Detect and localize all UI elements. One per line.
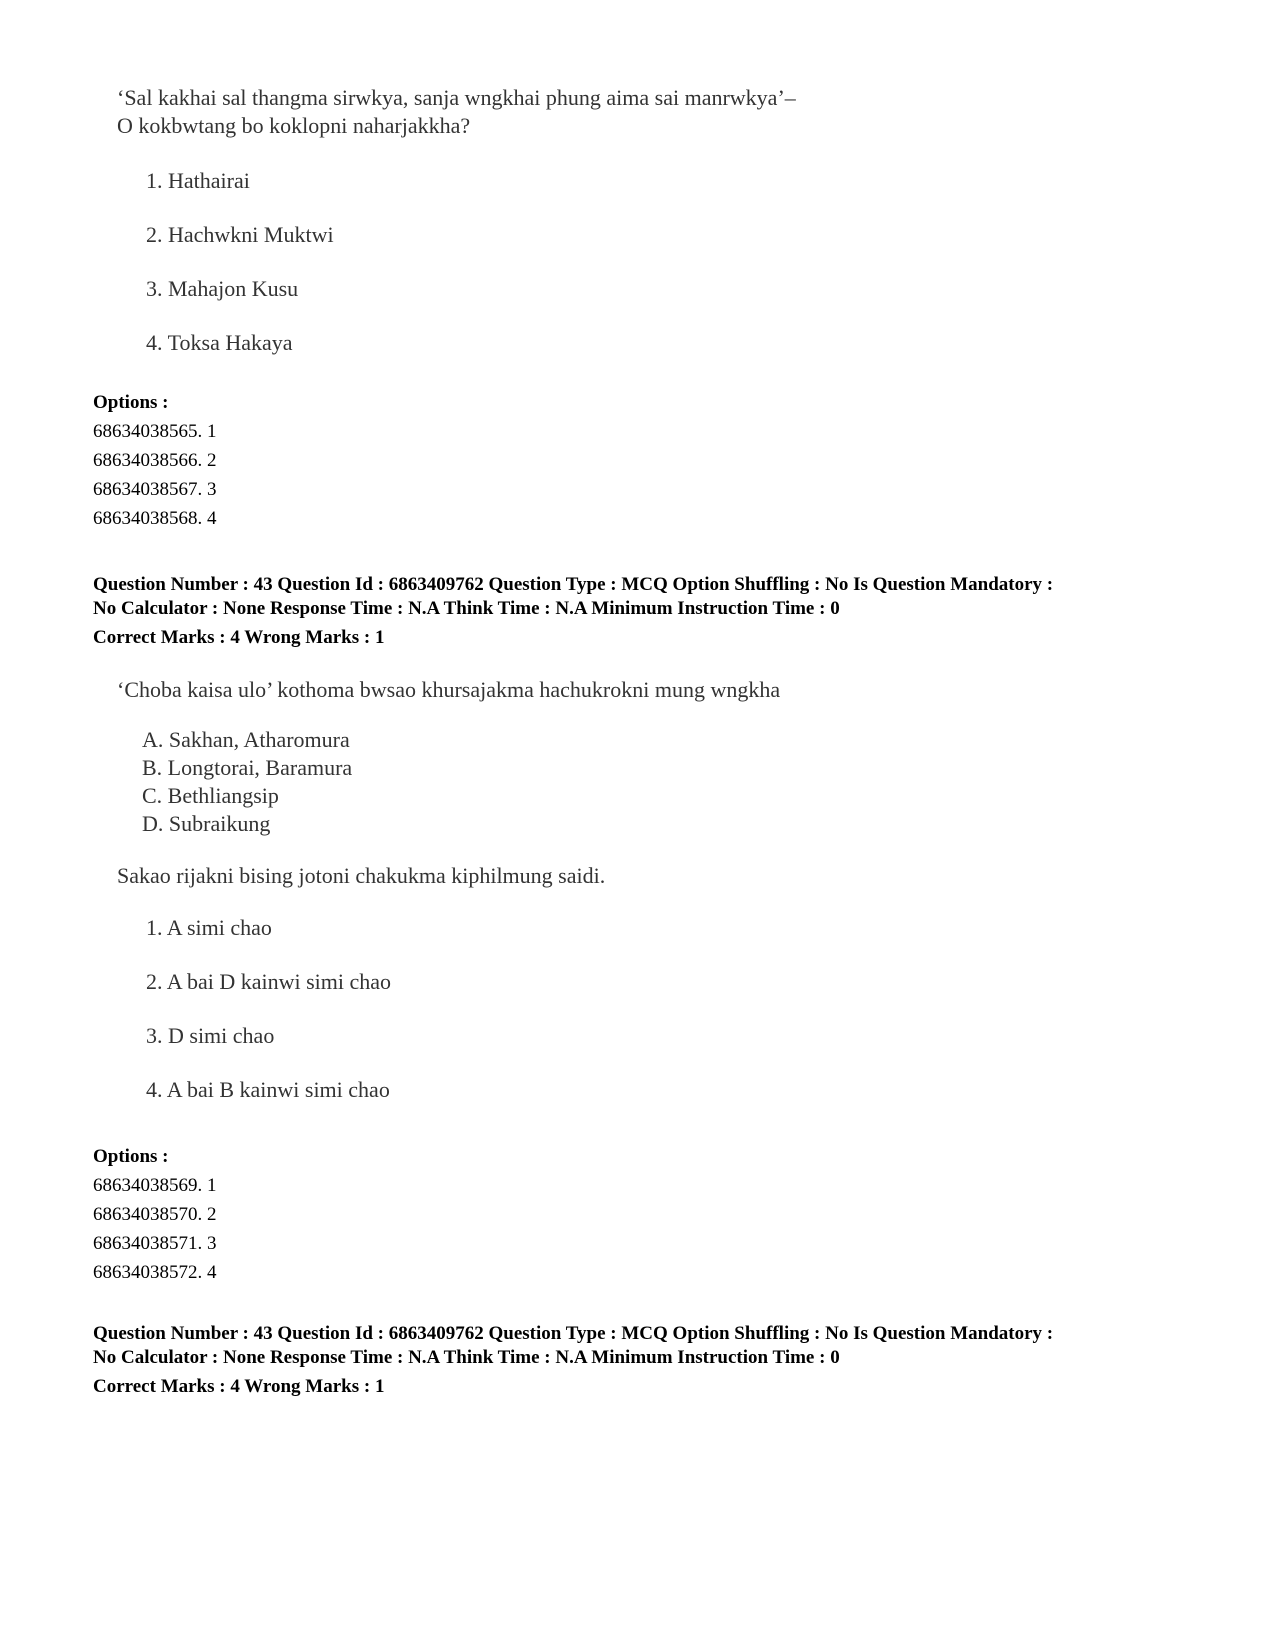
question-marks: Correct Marks : 4 Wrong Marks : 1 xyxy=(93,1376,385,1397)
question-1-options xyxy=(93,388,217,533)
option-item: 68634038567. 3 xyxy=(93,479,217,500)
question-1-stem-line-2: O kokbwtang bo koklopni naharjakkha? xyxy=(117,113,471,138)
question-2-item-b: B. Longtorai, Baramura xyxy=(142,755,353,780)
question-marks: Correct Marks : 4 Wrong Marks : 1 xyxy=(93,627,385,648)
question-2-item-d: D. Subraikung xyxy=(142,811,271,836)
option-item: 68634038571. 3 xyxy=(93,1233,217,1254)
question-1-choice-1: 1. Hathairai xyxy=(146,168,250,193)
question-1-choice-4: 4. Toksa Hakaya xyxy=(146,330,293,355)
question-meta-line-2: No Calculator : None Response Time : N.A Think Time : N.A Minimum Instruction Time : 0 xyxy=(93,598,840,619)
option-item: 68634038565. 1 xyxy=(93,421,217,442)
question-meta-2 xyxy=(93,1322,1053,1399)
question-meta-line-2: No Calculator : None Response Time : N.A Think Time : N.A Minimum Instruction Time : 0 xyxy=(93,1347,840,1368)
question-2-choices xyxy=(146,914,391,1130)
question-2-items xyxy=(142,726,352,838)
question-2-choice-4: 4. A bai B kainwi simi chao xyxy=(146,1077,390,1102)
option-item: 68634038572. 4 xyxy=(93,1262,217,1283)
question-1-stem-line-1: ‘Sal kakhai sal thangma sirwkya, sanja wngkhai phung aima sai manrwkya’– xyxy=(117,85,796,110)
question-2-instruction-line: Sakao rijakni bising jotoni chakukma kiphilmung saidi. xyxy=(117,863,606,888)
option-item: 68634038569. 1 xyxy=(93,1175,217,1196)
option-item: 68634038568. 4 xyxy=(93,508,217,529)
question-1-choice-3: 3. Mahajon Kusu xyxy=(146,276,299,301)
question-1-choice-2: 2. Hachwkni Muktwi xyxy=(146,222,334,247)
question-1-stem xyxy=(117,84,796,140)
question-2-choice-2: 2. A bai D kainwi simi chao xyxy=(146,969,392,994)
question-2-choice-1: 1. A simi chao xyxy=(146,915,272,940)
options-header: Options : xyxy=(93,1146,169,1167)
question-2-item-a: A. Sakhan, Atharomura xyxy=(142,727,350,752)
question-2-stem-line: ‘Choba kaisa ulo’ kothoma bwsao khursajakma hachukrokni mung wngkha xyxy=(117,677,781,702)
question-2-choice-3: 3. D simi chao xyxy=(146,1023,275,1048)
question-meta-line-1: Question Number : 43 Question Id : 6863409762 Question Type : MCQ Option Shuffling : No Is Question Mandatory : xyxy=(93,1323,1054,1344)
question-2-instruction xyxy=(117,862,605,890)
question-1-choices xyxy=(146,167,334,383)
question-2-options xyxy=(93,1142,217,1287)
question-meta-1 xyxy=(93,573,1053,650)
question-2-item-c: C. Bethliangsip xyxy=(142,783,279,808)
option-item: 68634038566. 2 xyxy=(93,450,217,471)
question-meta-line-1: Question Number : 43 Question Id : 6863409762 Question Type : MCQ Option Shuffling : No Is Question Mandatory : xyxy=(93,574,1054,595)
question-2-stem xyxy=(117,676,780,704)
option-item: 68634038570. 2 xyxy=(93,1204,217,1225)
options-header: Options : xyxy=(93,392,169,413)
